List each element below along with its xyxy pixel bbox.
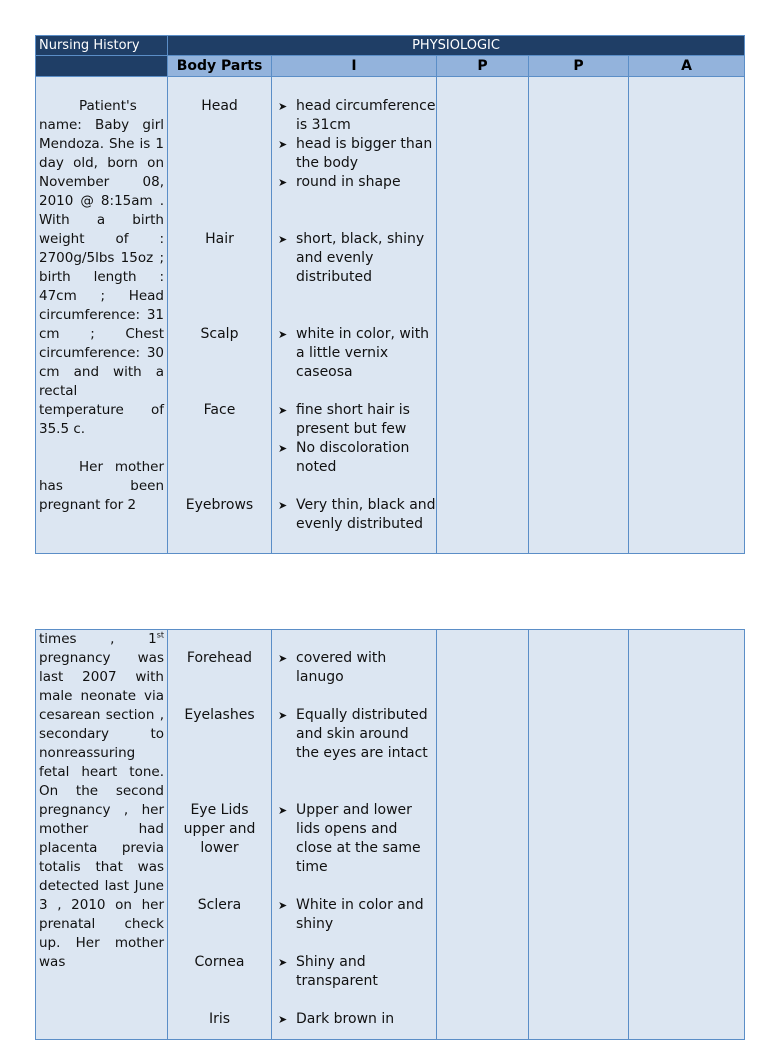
arrow-bullet-icon: ➤ [278, 233, 288, 246]
observation-text: Upper and lower lids opens and close at the same time [296, 802, 421, 875]
arrow-bullet-icon: ➤ [278, 442, 288, 455]
assessment-table-page-2 [35, 629, 745, 1040]
body-part-label: Cornea [194, 954, 245, 970]
arrow-bullet-icon: ➤ [278, 404, 288, 417]
arrow-bullet-icon: ➤ [278, 899, 288, 912]
body-parts-cell [168, 630, 272, 1040]
body-part-label: Eyebrows [185, 497, 254, 513]
arrow-bullet-icon: ➤ [278, 328, 288, 341]
inspection-cell [272, 630, 437, 1040]
observation-text: short, black, shiny and evenly distributed [296, 231, 425, 285]
auscultation-cell [629, 77, 745, 554]
auscultation-cell [629, 630, 745, 1040]
observation-text: covered with lanugo [296, 650, 387, 685]
arrow-bullet-icon: ➤ [278, 956, 288, 969]
observation-text: white in color, with a little vernix caseosa [296, 326, 430, 380]
arrow-bullet-icon: ➤ [278, 100, 288, 113]
col-a-header: A [629, 56, 745, 77]
observation-text: round in shape [296, 174, 401, 190]
history-paragraph: Her mother has been pregnant for 2 [39, 459, 164, 513]
observation-text: Equally distributed and skin around the eyes are intact [296, 707, 428, 761]
arrow-bullet-icon: ➤ [278, 652, 288, 665]
history-header-blank [36, 56, 168, 77]
history-paragraph: Patient's name: Baby girl Mendoza. She is 1 day old, born on November 08, 2010 @ 8:15am . With a birth weight of : 2700g/5lbs 15oz ; birth length : 47cm ; Head circumference: 31 cm ; Chest circumference: 30 cm and with a rectal temperature of 35.5 c. [39, 98, 164, 437]
body-part-label: Eyelashes [184, 707, 255, 723]
arrow-bullet-icon: ➤ [278, 176, 288, 189]
assessment-table-page-1 [35, 35, 745, 554]
col-i-header: I [272, 56, 437, 77]
col-p1-header: P [437, 56, 529, 77]
observation-text: Dark brown in [296, 1011, 395, 1027]
arrow-bullet-icon: ➤ [278, 709, 288, 722]
palpation-cell [437, 630, 529, 1040]
arrow-bullet-icon: ➤ [278, 499, 288, 512]
body-part-label: Head [201, 98, 238, 114]
percussion-cell [529, 77, 629, 554]
percussion-cell [529, 630, 629, 1040]
observation-text: No discoloration noted [296, 440, 410, 475]
col-p2-header: P [529, 56, 629, 77]
body-part-label: Face [203, 402, 236, 418]
observation-text: fine short hair is present but few [296, 402, 410, 437]
observation-text: Very thin, black and evenly distributed [296, 497, 436, 532]
nursing-history-cell [36, 630, 168, 1040]
body-parts-header: Body Parts [168, 56, 272, 77]
physiologic-header: PHYSIOLOGIC [168, 36, 745, 56]
palpation-cell [437, 77, 529, 554]
body-part-label: Eye Lids upper and lower [183, 802, 256, 856]
history-paragraph: times , 1st [39, 630, 164, 647]
observation-text: Shiny and transparent [296, 954, 378, 989]
arrow-bullet-icon: ➤ [278, 804, 288, 817]
nursing-history-cell [36, 77, 168, 554]
body-part-label: Hair [205, 231, 234, 247]
inspection-cell [272, 77, 437, 554]
nursing-history-header: Nursing History [36, 36, 168, 56]
observation-text: head circumference is 31cm [296, 98, 436, 133]
observation-text: head is bigger than the body [296, 136, 433, 171]
arrow-bullet-icon: ➤ [278, 138, 288, 151]
observation-text: White in color and shiny [296, 897, 424, 932]
body-part-label: Scalp [200, 326, 239, 342]
arrow-bullet-icon: ➤ [278, 1013, 288, 1026]
history-paragraph: pregnancy was last 2007 with male neonate via cesarean section , secondary to nonreassuring fetal heart tone. On the second pregnancy , her mother had placenta previa totalis that was detected last June 3 , 2010 on her prenatal check up. Her mother was [39, 650, 164, 970]
body-parts-cell [168, 77, 272, 554]
body-part-label: Sclera [197, 897, 242, 913]
body-part-label: Iris [208, 1011, 231, 1027]
body-part-label: Forehead [186, 650, 253, 666]
